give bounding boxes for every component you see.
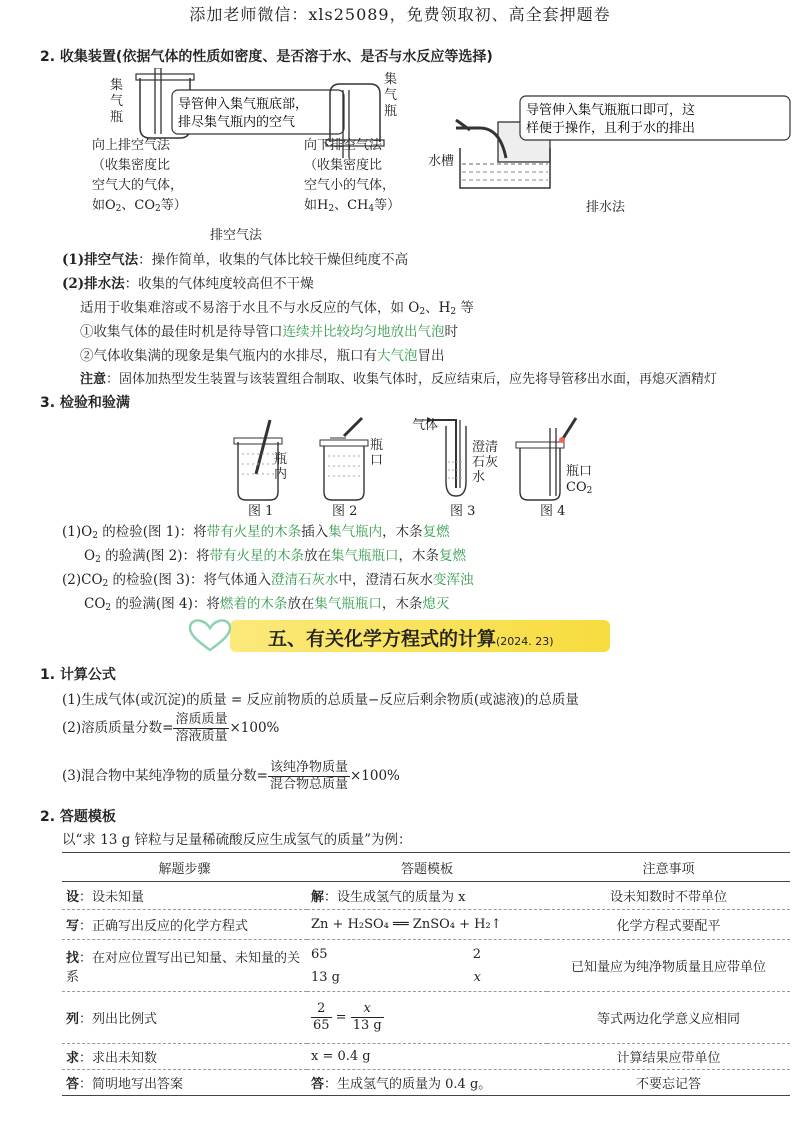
full-phenomenon: ②气体收集满的现象是集气瓶内的水排尽，瓶口有大气泡冒出 <box>80 348 445 364</box>
fig2-label: 瓶 口 <box>370 438 384 468</box>
fig-caption-1: 图 1 <box>248 504 274 519</box>
downward-method-caption: 向下排空气法 （收集密度比 空气小的气体， 如$H_2$、$CH_4$等） <box>304 138 401 214</box>
section-title-text: 2. 收集装置(依据气体的性质如密度、是否溶于水、是否与水反应等选择) <box>40 49 493 65</box>
table-row: 答：简明地写出答案 答：生成氢气的质量为 0.4 g。 不要忘记答 <box>62 1070 790 1096</box>
figure2-bottle <box>320 418 368 500</box>
fig1-label: 瓶 内 <box>274 452 288 482</box>
air-method-desc: (1)排空气法：操作简单，收集的气体比较干燥但纯度不高 <box>62 252 409 268</box>
table-row: 设：设未知量 解：设生成氢气的质量为 x 设未知数时不带单位 <box>62 882 790 910</box>
up-bottle-label: 集 气 瓶 <box>110 78 124 125</box>
water-method-applicability: 适用于收集难溶或不易溶于水且不与水反应的气体，如 $O_2$、$H_2$ 等 <box>80 300 474 317</box>
o2-full-line: $O_2$ 的验满(图 2)：将带有火星的木条放在集气瓶瓶口，木条复燃 <box>84 548 467 565</box>
formula-1: (1)生成气体(或沉淀)的质量 = 反应前物质的总质量−反应后剩余物质(或滤液)的总质量 <box>62 692 579 708</box>
co2-full-line: $CO_2$ 的验满(图 4)：将燃着的木条放在集气瓶瓶口，木条熄灭 <box>84 596 450 613</box>
callout1-line2: 排尽集气瓶内的空气 <box>178 115 296 130</box>
trough-label: 水槽 <box>428 154 455 169</box>
header-step: 解题步骤 <box>62 853 307 882</box>
section-collect-title <box>40 46 493 66</box>
fig3-limewater-label: 澄清 石灰 水 <box>472 440 499 485</box>
heart-decoration-icon <box>188 618 232 654</box>
callout1-line1: 导管伸入集气瓶底部， <box>178 97 309 112</box>
fig-caption-2: 图 2 <box>332 504 358 519</box>
chapter-title: 五、有关化学方程式的计算(2024. 23) <box>268 628 554 650</box>
fig4-co2-label: $CO_2$ <box>566 480 593 496</box>
callout2-line1: 导管伸入集气瓶瓶口即可，这 <box>526 103 696 118</box>
header-notes: 注意事项 <box>547 853 790 882</box>
callout2-line2: 样便于操作，且利于水的排出 <box>526 121 696 136</box>
template-example: 以“求 13 g 锌粒与足量稀硫酸反应生成氢气的质量”为例： <box>62 832 412 848</box>
formula-3: (3)混合物中某纯净物的质量分数= $\frac{\text{该纯净物质量}}{\text{混合物总质量}}$ ×100% <box>62 760 400 792</box>
co2-test-line: $(2)CO_2$ 的检验(图 3)：将气体通入澄清石灰水中，澄清石灰水变浑浊 <box>62 572 474 589</box>
template-section-title: 2. 答题模板 <box>40 809 116 825</box>
formula-2: (2)溶质质量分数= $\frac{\text{溶质质量}}{\text{溶液质量}}$ ×100% <box>62 712 280 744</box>
caution-note: 注意：固体加热型发生装置与该装置组合制取、收集气体时，反应结束后，应先将导管移出水面，再熄灭酒精灯 <box>80 372 718 387</box>
water-method-caption: 排水法 <box>586 200 626 215</box>
best-collect-time: ①收集气体的最佳时机是待导管口连续并比较均匀地放出气泡时 <box>80 324 458 340</box>
air-method-caption: 排空气法 <box>210 228 263 243</box>
page-header-watermark: 添加老师微信：xls25089，免费领取初、高全套押题卷 <box>189 5 611 24</box>
water-method-desc: (2)排水法：收集的气体纯度较高但不干燥 <box>62 276 314 292</box>
fig-caption-3: 图 3 <box>450 504 476 519</box>
section-test-title: 3. 检验和验满 <box>40 395 130 411</box>
header-template: 答题模板 <box>307 853 547 882</box>
upward-method-caption: 向上排空气法 （收集密度比 空气大的气体， 如$O_2$、$CO_2$等） <box>92 138 187 214</box>
o2-test-line: $(1)O_2$ 的检验(图 1)：将带有火星的木条插入集气瓶内，木条复燃 <box>62 524 450 541</box>
table-row: 求：求出未知数 x = 0.4 g 计算结果应带单位 <box>62 1044 790 1070</box>
formula-section-title: 1. 计算公式 <box>40 667 116 683</box>
fraction-purity: $\frac{\text{该纯净物质量}}{\text{混合物总质量}}$ <box>269 760 348 792</box>
down-bottle-label: 集 气 瓶 <box>384 72 398 119</box>
answer-template-table <box>62 852 790 1096</box>
table-row: 列：列出比例式 $\frac{2}{65}$ = $\frac{x}{13 g}$ 等式两边化学意义应相同 <box>62 992 790 1044</box>
fraction-solute: $\frac{\text{溶质质量}}{\text{溶液质量}}$ <box>175 712 228 744</box>
fig-caption-4: 图 4 <box>540 504 566 519</box>
table-row: 写：正确写出反应的化学方程式 Zn + H₂SO₄ ══ ZnSO₄ + H₂↑ 化学方程式要配平 <box>62 910 790 940</box>
fig4-mouth-label: 瓶口 <box>566 464 593 479</box>
table-row: 找：在对应位置写出已知量、未知量的关系 65 2 13 g x 已知量应为纯净物质量且应带单位 <box>62 940 790 992</box>
table-header-row <box>62 853 790 882</box>
fig3-gas-label: 气体 <box>412 418 439 433</box>
